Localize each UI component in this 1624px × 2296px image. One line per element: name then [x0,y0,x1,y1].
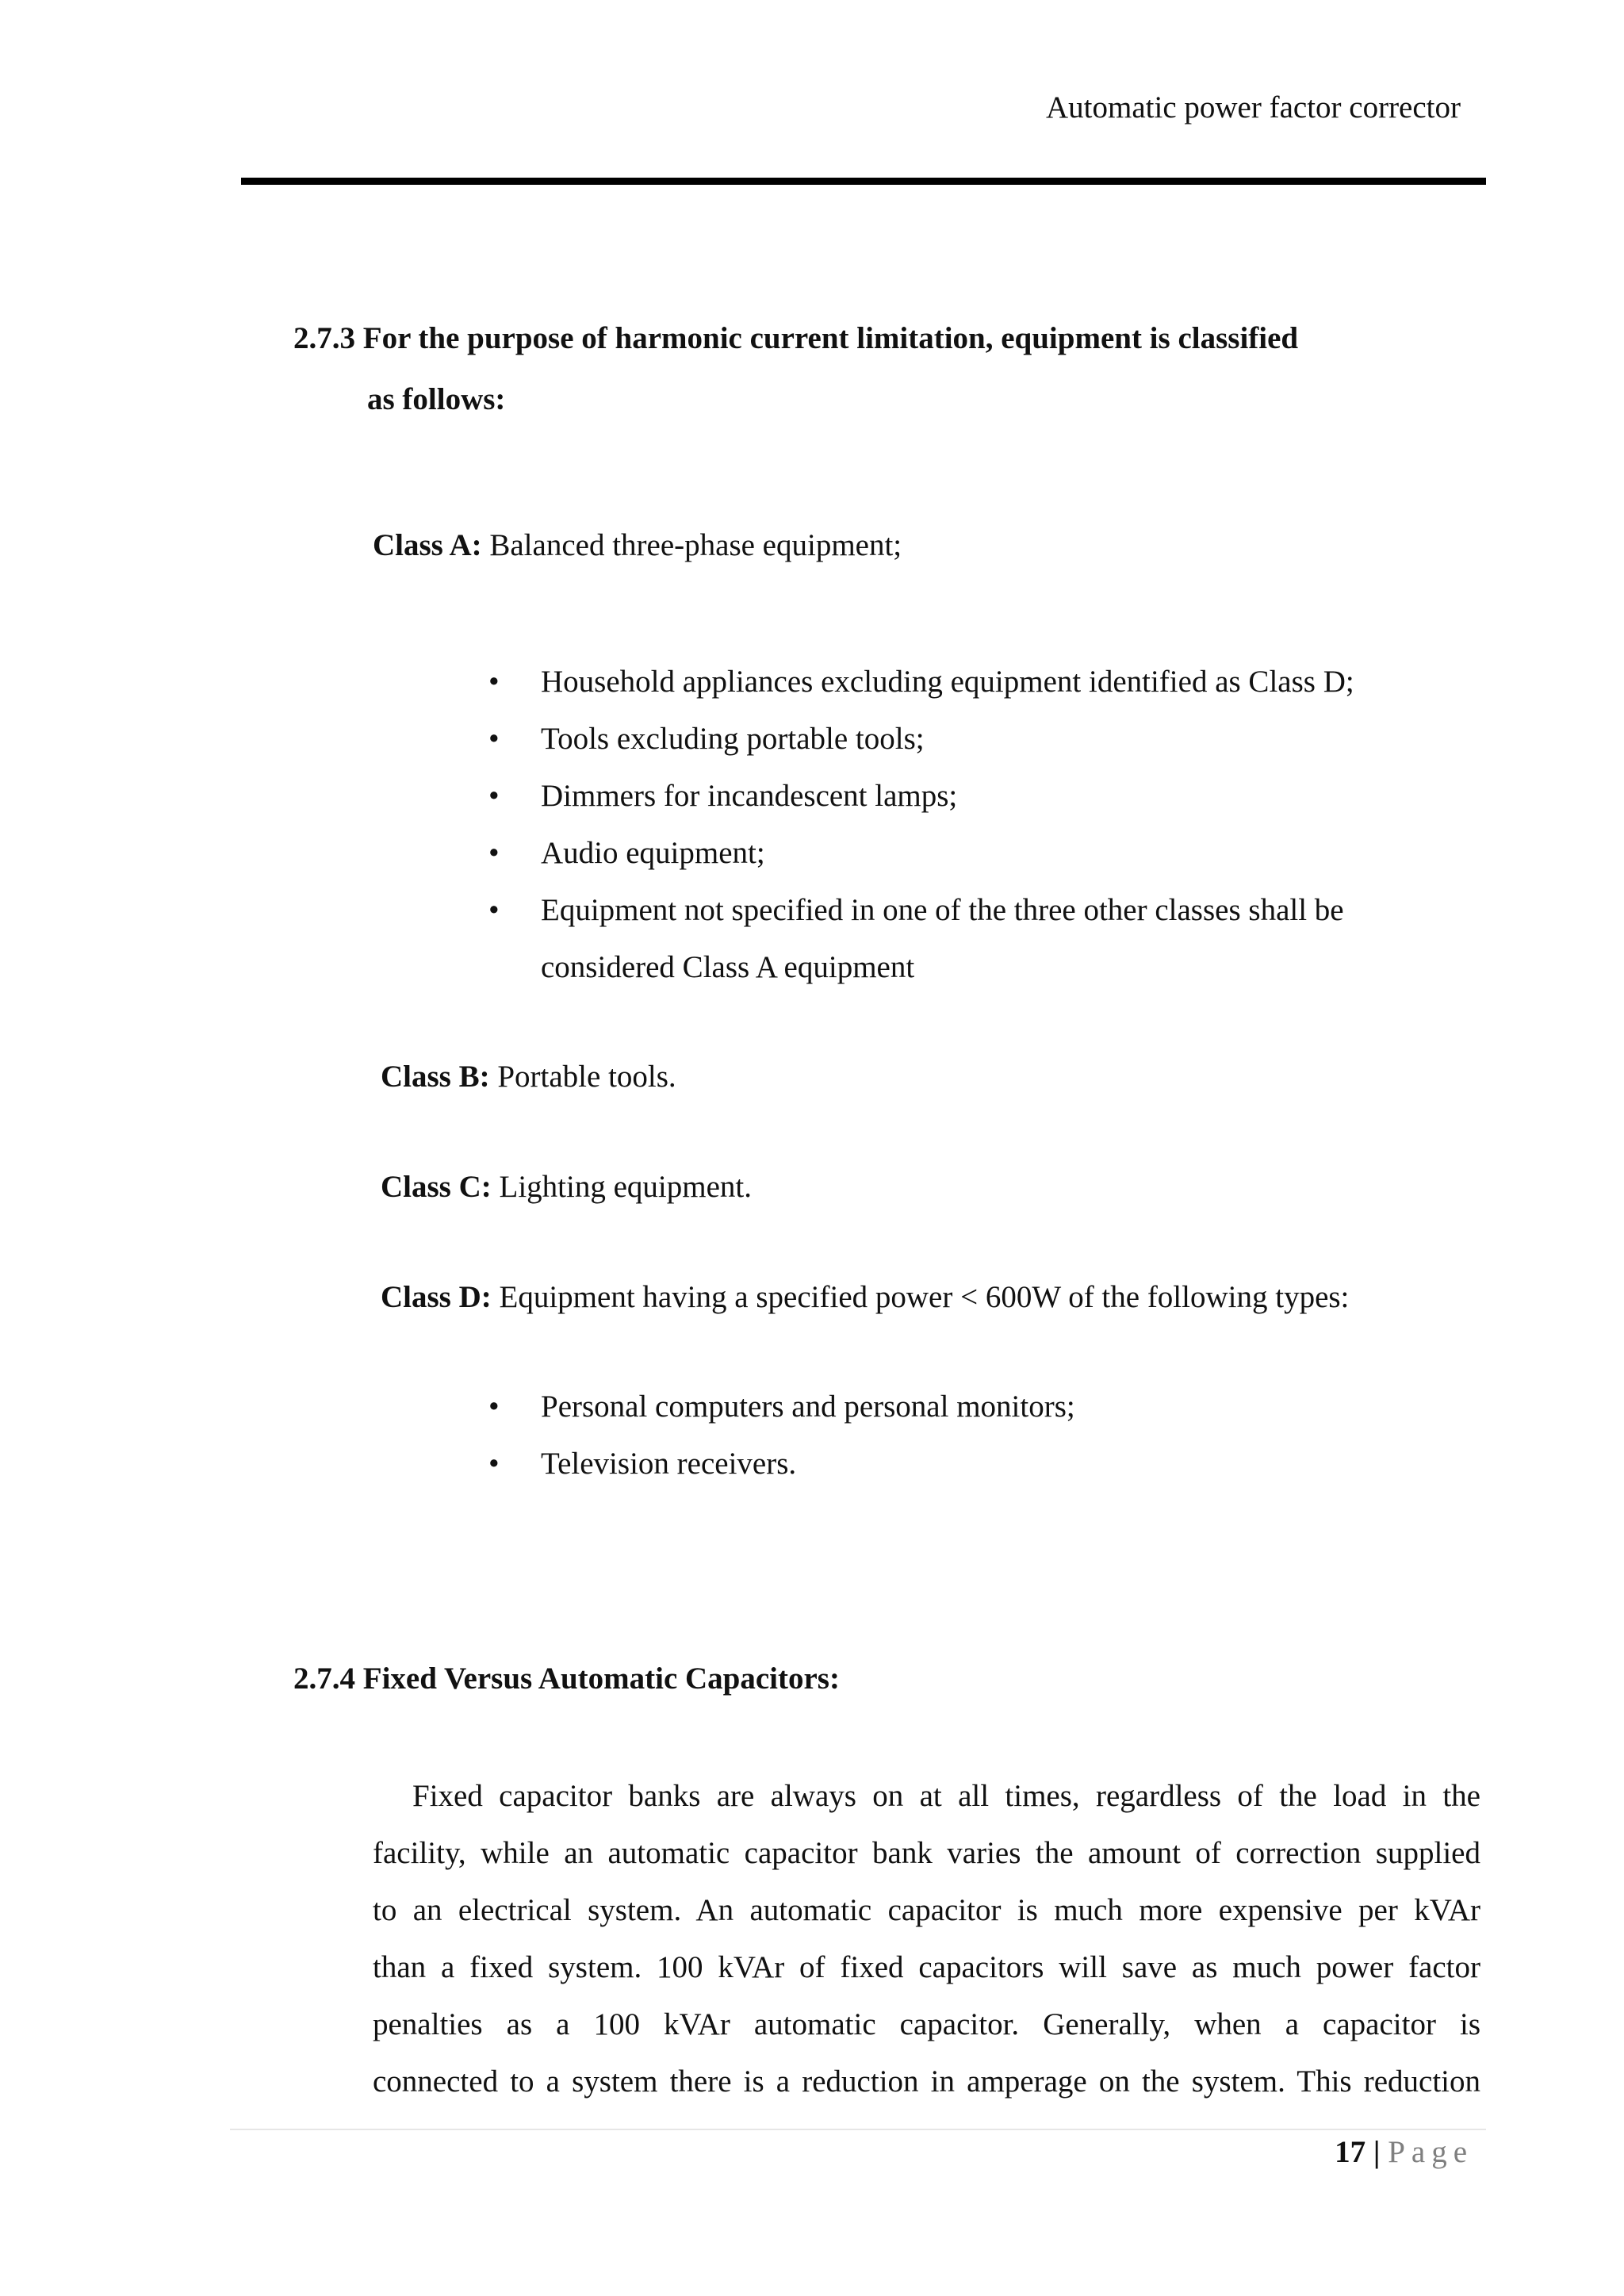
bullet-icon: • [488,1389,500,1424]
paragraph-line: facility, while an automatic capacitor bank varies the amount of correction supplied [373,1836,1480,1870]
page-number-separator: | [1365,2135,1388,2169]
bullet-icon: • [488,722,500,756]
list-item-text: Personal computers and personal monitors; [541,1389,1075,1424]
list-item-text: Equipment not specified in one of the three other classes shall be [541,893,1344,927]
list-item [488,1388,1075,1426]
list-item-text: Television receivers. [541,1447,797,1481]
section-paragraph [373,1768,1480,2110]
bullet-icon: • [488,665,500,699]
header-rule [241,178,1486,185]
list-item-text: Audio equipment; [541,836,765,870]
list-item [488,1445,796,1483]
class-c-label: Class C: [381,1170,492,1204]
list-item [488,720,925,758]
class-b-item [381,1058,676,1096]
paragraph-line: penalties as a 100 kVAr automatic capacitor. Generally, when a capacitor is [373,2007,1480,2041]
page-number [1335,2133,1473,2171]
list-item [488,777,957,815]
list-item-text: Tools excluding portable tools; [541,722,925,756]
list-item [488,891,1344,930]
page-number-value: 17 [1335,2135,1366,2169]
class-d-item [381,1278,1349,1317]
list-item-continuation [488,949,914,987]
class-c-text: Lighting equipment. [491,1170,752,1204]
section-heading-2-7-3-continued: as follows: [367,382,506,416]
running-header-title: Automatic power factor corrector [1046,90,1461,125]
list-item-text: considered Class A equipment [541,950,915,984]
bullet-icon: • [488,779,500,813]
page-word: Page [1388,2135,1473,2169]
paragraph-line: connected to a system there is a reduction in amperage on the system. This reduction [373,2064,1480,2099]
section-heading-2-7-4: 2.7.4 Fixed Versus Automatic Capacitors: [293,1662,840,1696]
paragraph-line: to an electrical system. An automatic capacitor is much more expensive per kVAr [373,1893,1480,1927]
list-item [488,663,1354,701]
class-b-text: Portable tools. [489,1060,676,1094]
class-d-text: Equipment having a specified power < 600W of the following types: [491,1280,1350,1314]
class-a-label: Class A: [373,528,482,562]
list-item [488,834,765,872]
paragraph-line: than a fixed system. 100 kVAr of fixed capacitors will save as much power factor [373,1950,1480,1984]
class-a-text: Balanced three-phase equipment; [481,528,902,562]
class-a-item [373,527,902,565]
paragraph-line: Fixed capacitor banks are always on at all times, regardless of the load in the [412,1779,1480,1813]
class-c-item [381,1168,752,1206]
footer-rule [230,2129,1486,2130]
class-b-label: Class B: [381,1060,490,1094]
class-d-label: Class D: [381,1280,492,1314]
bullet-icon: • [488,836,500,870]
list-item-text: Dimmers for incandescent lamps; [541,779,958,813]
list-item-text: Household appliances excluding equipment identified as Class D; [541,665,1354,699]
section-heading-2-7-3: 2.7.3 For the purpose of harmonic current limitation, equipment is classified [293,321,1299,355]
bullet-icon: • [488,1447,500,1481]
bullet-icon: • [488,893,500,927]
